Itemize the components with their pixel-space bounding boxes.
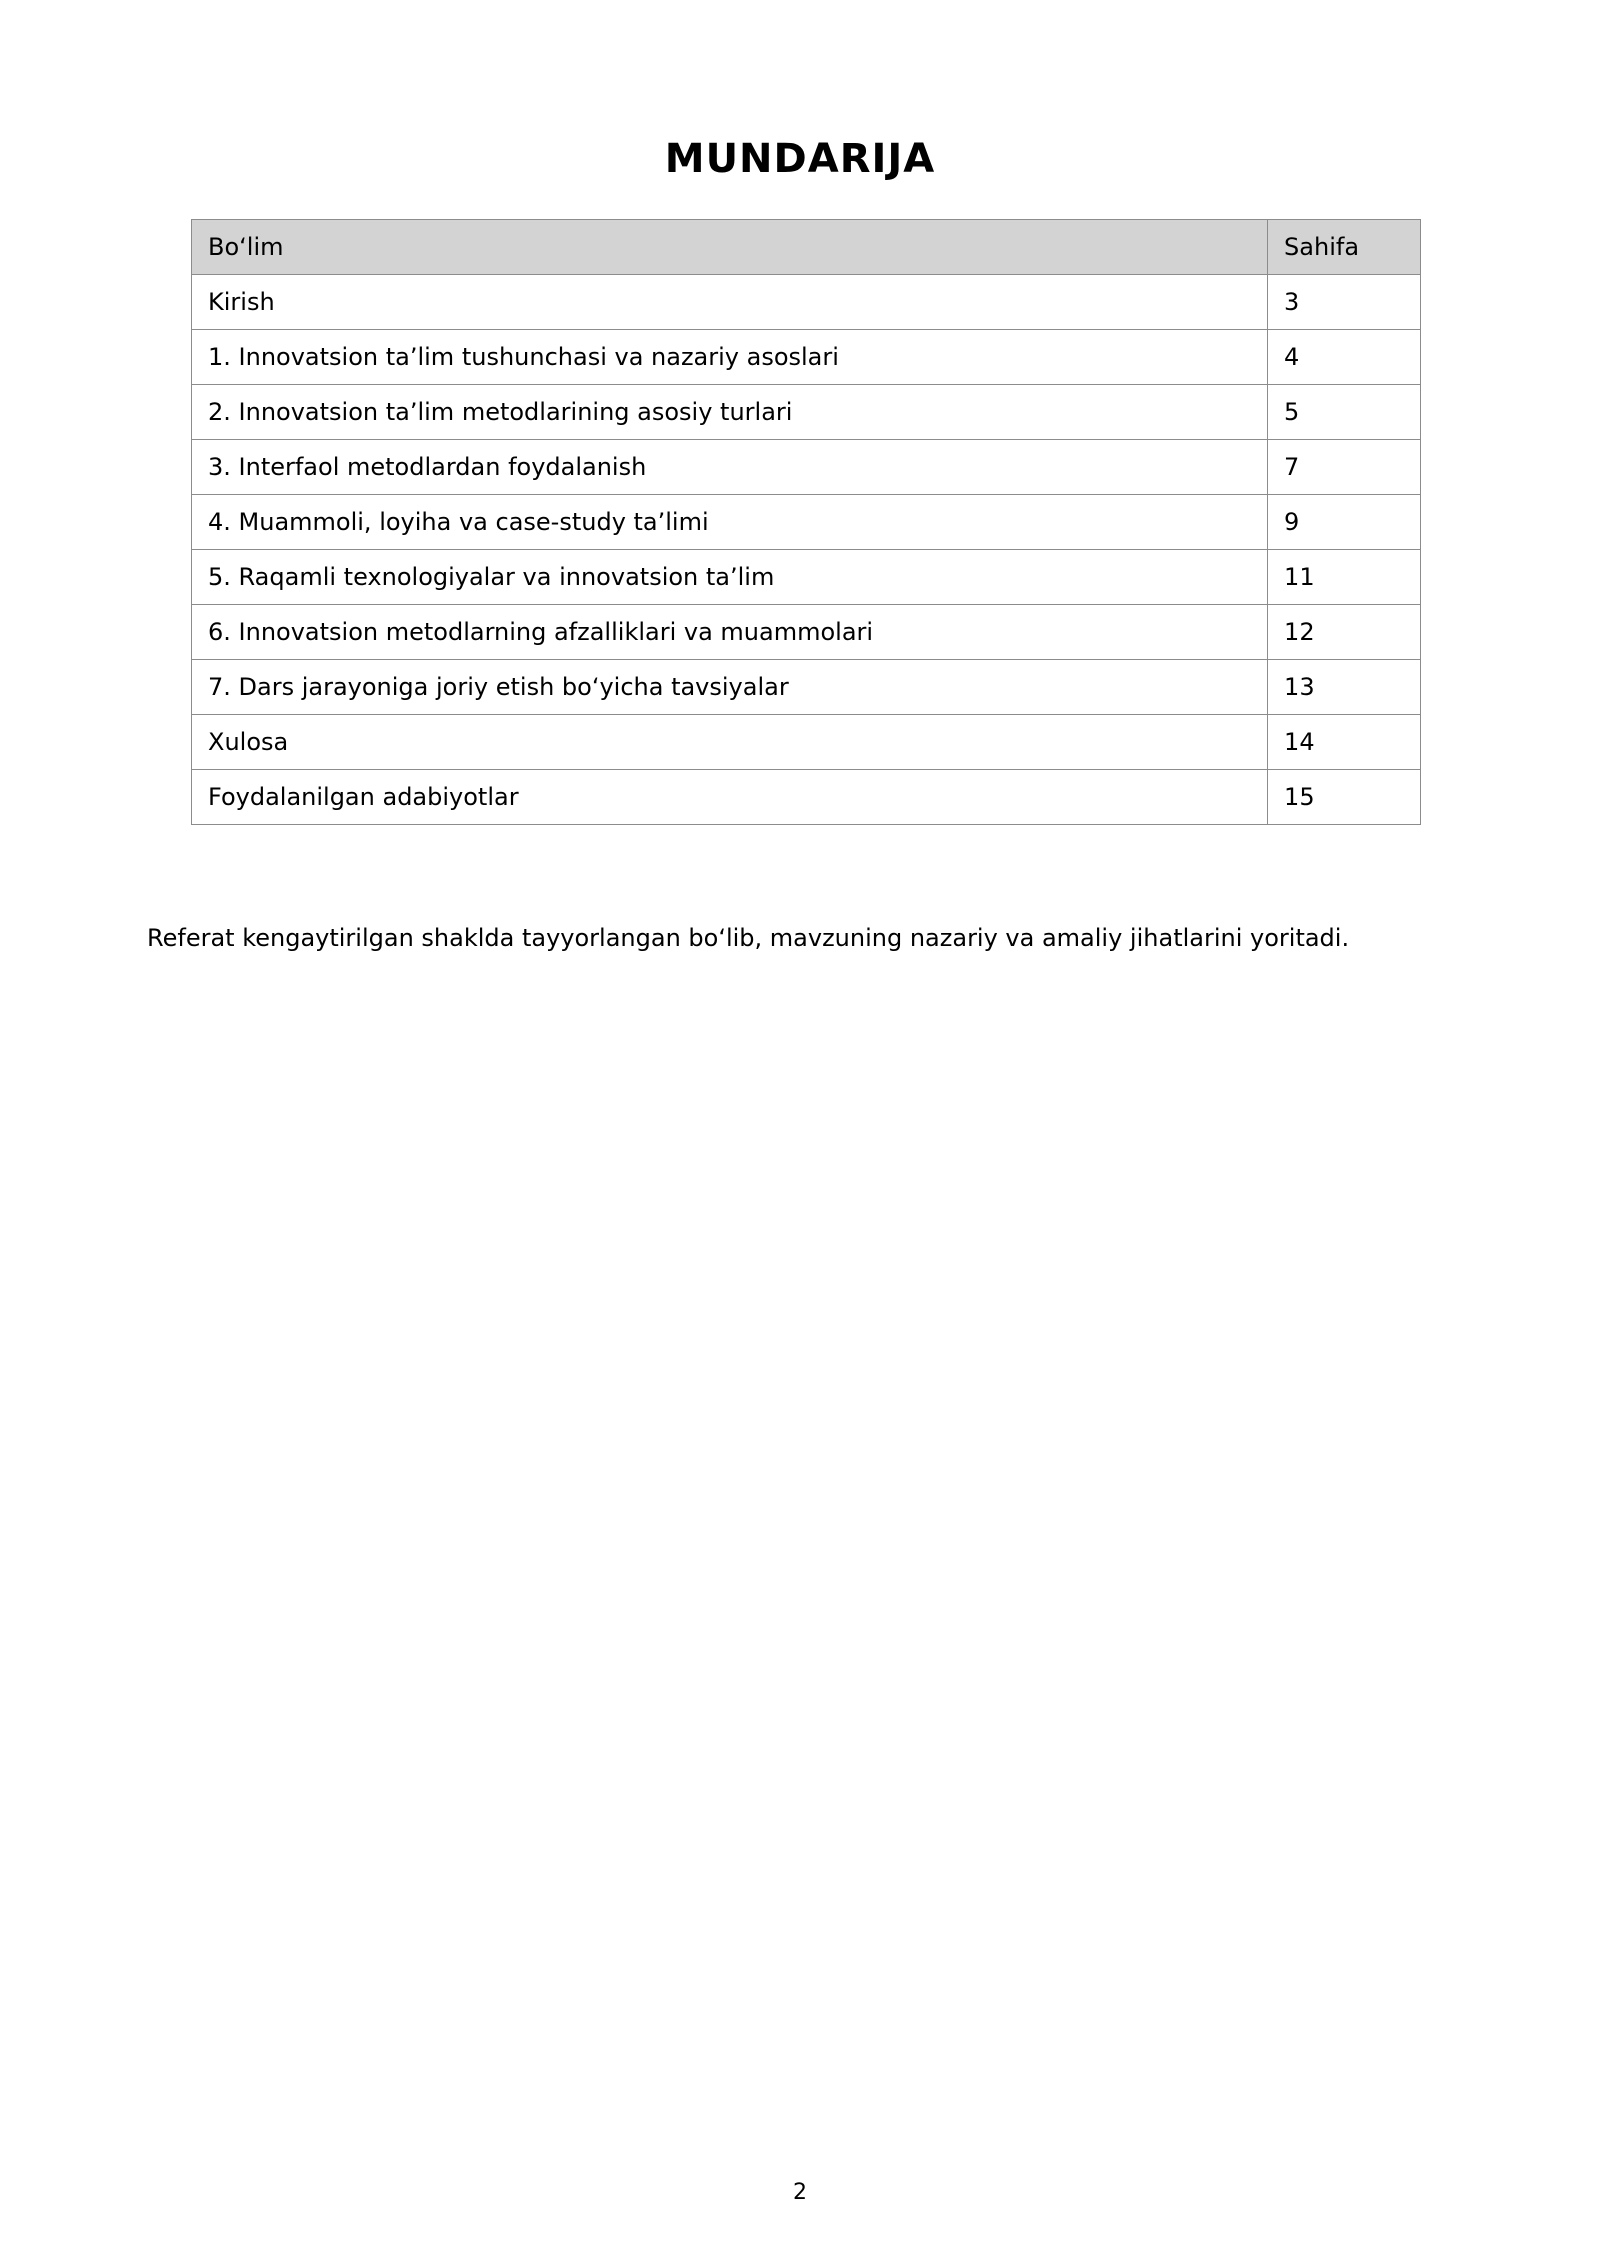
toc-page-number: 14 bbox=[1268, 715, 1421, 770]
page-title: MUNDARIJA bbox=[664, 136, 936, 182]
table-row bbox=[192, 715, 1421, 770]
table-row bbox=[192, 495, 1421, 550]
table-row bbox=[192, 605, 1421, 660]
toc-page-number: 9 bbox=[1268, 495, 1421, 550]
table-row bbox=[192, 550, 1421, 605]
table-row bbox=[192, 440, 1421, 495]
toc-page-number: 12 bbox=[1268, 605, 1421, 660]
table-row bbox=[192, 385, 1421, 440]
column-header-page: Sahifa bbox=[1268, 220, 1421, 275]
toc-page-number: 5 bbox=[1268, 385, 1421, 440]
toc-section-title: Foydalanilgan adabiyotlar bbox=[192, 770, 1268, 825]
table-row bbox=[192, 660, 1421, 715]
toc-section-title: 4. Muammoli, loyiha va case-study ta’limi bbox=[192, 495, 1268, 550]
column-header-section: Bo‘lim bbox=[192, 220, 1268, 275]
toc-page-number: 3 bbox=[1268, 275, 1421, 330]
toc-section-title: 1. Innovatsion ta’lim tushunchasi va nazariy asoslari bbox=[192, 330, 1268, 385]
toc-section-title: 5. Raqamli texnologiyalar va innovatsion ta’lim bbox=[192, 550, 1268, 605]
table-of-contents bbox=[191, 219, 1421, 825]
toc-page-number: 15 bbox=[1268, 770, 1421, 825]
toc-section-title: 6. Innovatsion metodlarning afzalliklari va muammolari bbox=[192, 605, 1268, 660]
toc-section-title: Kirish bbox=[192, 275, 1268, 330]
toc-section-title: 3. Interfaol metodlardan foydalanish bbox=[192, 440, 1268, 495]
toc-page-number: 13 bbox=[1268, 660, 1421, 715]
toc-section-title: 7. Dars jarayoniga joriy etish bo‘yicha tavsiyalar bbox=[192, 660, 1268, 715]
toc-page-number: 7 bbox=[1268, 440, 1421, 495]
toc-section-title: Xulosa bbox=[192, 715, 1268, 770]
toc-page-number: 4 bbox=[1268, 330, 1421, 385]
table-row bbox=[192, 275, 1421, 330]
toc-section-title: 2. Innovatsion ta’lim metodlarining asosiy turlari bbox=[192, 385, 1268, 440]
page-number: 2 bbox=[793, 2180, 807, 2205]
summary-paragraph: Referat kengaytirilgan shaklda tayyorlangan bo‘lib, mavzuning nazariy va amaliy jihatlarini yoritadi. bbox=[147, 924, 1350, 952]
table-row bbox=[192, 330, 1421, 385]
table-header-row bbox=[192, 220, 1421, 275]
toc-page-number: 11 bbox=[1268, 550, 1421, 605]
table-row bbox=[192, 770, 1421, 825]
